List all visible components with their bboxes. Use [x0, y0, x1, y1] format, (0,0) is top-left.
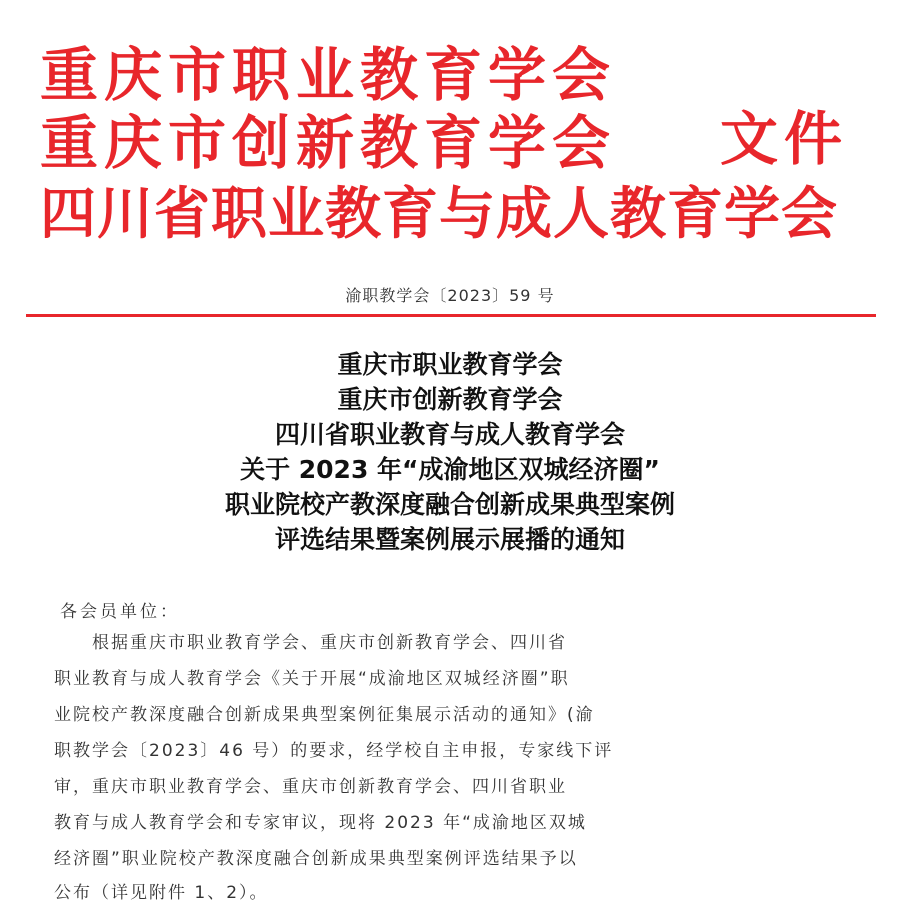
letterhead-suffix: 文件 [720, 105, 849, 173]
title-line: 评选结果暨案例展示展播的通知 [274, 525, 625, 554]
title-line: 职业院校产教深度融合创新成果典型案例 [224, 490, 675, 519]
body-line: 公布（详见附件 1、2）。 [54, 883, 269, 903]
body-line: 职业教育与成人教育学会《关于开展“成渝地区双城经济圈”职 [54, 669, 570, 689]
red-divider [26, 314, 876, 317]
letterhead-line-1: 重庆市职业教育学会 [40, 41, 617, 109]
title-line: 重庆市创新教育学会 [337, 385, 563, 414]
body-line: 审，重庆市职业教育学会、重庆市创新教育学会、四川省职业 [54, 777, 567, 797]
body-line: 经济圈”职业院校产教深度融合创新成果典型案例评选结果予以 [54, 849, 578, 869]
salutation: 各会员单位： [60, 602, 180, 622]
title-line: 重庆市职业教育学会 [337, 350, 563, 379]
letterhead-line-2: 重庆市创新教育学会 [40, 109, 617, 177]
body-line: 职教学会〔2023〕46 号）的要求，经学校自主申报，专家线下评 [54, 741, 614, 761]
body-line: 根据重庆市职业教育学会、重庆市创新教育学会、四川省 [54, 633, 567, 653]
body-line: 教育与成人教育学会和专家审议，现将 2023 年“成渝地区双城 [54, 813, 587, 833]
document-number: 渝职教学会〔2023〕59 号 [345, 286, 555, 305]
title-line: 关于 2023 年“成渝地区双城经济圈” [240, 455, 660, 484]
title-line: 四川省职业教育与成人教育学会 [274, 420, 625, 449]
letterhead-line-3: 四川省职业教育与成人教育学会 [40, 182, 838, 247]
body-line: 业院校产教深度融合创新成果典型案例征集展示活动的通知》(渝 [54, 705, 595, 725]
